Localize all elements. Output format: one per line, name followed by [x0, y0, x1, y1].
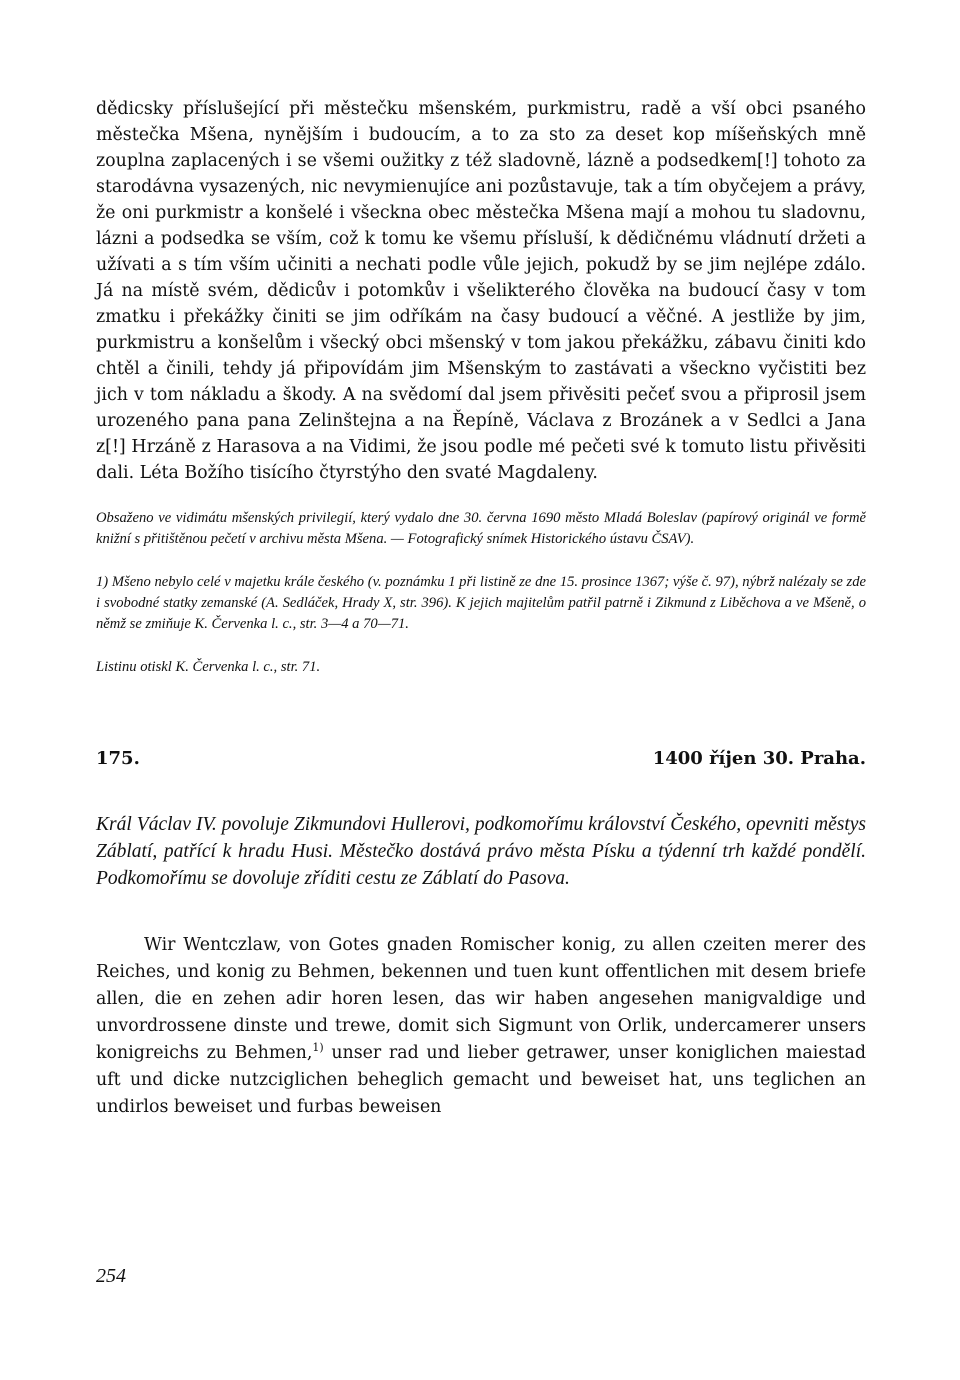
source-note: Obsaženo ve vidimátu mšenských privilegií, který vydalo dne 30. června 1690 město Mladá Boleslav (papírový originál ve formě knižní s přitištěnou pečetí v archivu města Mšena. — Fotografický snímek Historického ústavu ČSAV). [96, 510, 866, 547]
page-number: 254 [96, 1265, 126, 1287]
document-header [96, 748, 866, 769]
german-text-part1: Wir Wentczlaw, von Gotes gnaden Romischer konig, zu allen czeiten merer des Reiches, und konig zu Behmen, bekennen und tuen kunt offentlichen mit desem briefe allen, die en zehen adir horen lesen, das wir haben angesehen manigvaldige und unvordrossene dinste und trewe, domit sich Sigmunt von Orlik, undercamerer unsers konigreichs zu Behmen, [96, 935, 866, 1063]
main-paragraph: dědicsky příslušející při městečku mšenském, purkmistru, radě a vší obci psaného městečka Mšena, nynějším i budoucím, a to za sto za deset kop míšeňských mně zouplna zaplacených i se všemi oužitky z též sladovně, lázně a podsedkem[!] tohoto za starodávna vysazených, nic nevymienujíce ani pozůstavuje, tak a tím obyčejem a právy, že oni purkmistr a konšelé i všeckna obec městečka Mšena mají a mohou tu sladovnu, lázni a podsedka se vším, což k tomu ke všemu přísluší, k dědičnému vládnutí držeti a užívati a s tím vším učiniti a nechati podle vůle jejich, pokudž by se jim nejlépe zdálo. Já na místě svém, dědicův i potomkův i všelikterého člověka na budoucí časy v tom zmatku i překážky činiti se jim odříkám na časy budoucí a věčné. A jestliže by jim, purkmistru a konšelům i všecký obci mšenský v tom jakou překážku, zábavu činiti kdo chtěl a činili, tehdy já připovídám jim Mšenským to zastávati a všeckno vyčistiti bez jich v tom nákladu a škody. A na svědomí dal jsem přivěsiti pečeť svou a připrosil jsem urozeného pana pana Zelinštejna a na Řepíně, Václava z Brozánek a v Sedlci a Jana z[!] Hrzáně z Harasova a na Vidimi, že jsou podle mé pečeti své k tomuto listu přivěsiti dali. Léta Božího tisícího čtyrstýho den svaté Magdaleny. [96, 99, 866, 483]
document-date-place: 1400 říjen 30. Praha. [652, 748, 866, 769]
footnote-reference: 1) [312, 1041, 324, 1055]
german-text-part2: unser rad und lieber getrawer, unser koniglichen maiestad uft und dicke nutzciglichen beheglich gemacht und beweiset hat, uns teglichen an undirlos beweiset und furbas beweisen [96, 1043, 866, 1117]
regest: Král Václav IV. povoluje Zikmundovi Hullerovi, podkomořímu království Českého, opevniti městys Záblatí, patřící k hradu Husi. Městečko dostává právo města Písku a týdenní trh každé pondělí. Podkomořímu se dovoluje zříditi cestu ze Záblatí do Pasova. [96, 814, 866, 889]
document-number: 175. [96, 748, 140, 769]
footnote [96, 572, 866, 635]
reprint-note: Listinu otiskl K. Červenka l. c., str. 71. [96, 659, 321, 675]
footnote-marker: 1) [96, 574, 109, 590]
document-page [96, 96, 866, 1121]
footnote-text: Mšeno nebylo celé v majetku krále českého (v. poznámku 1 při listině ze dne 15. prosince 1367; výše č. 97), nýbrž nalézaly se zde i svobodné statky zemanské (A. Sedláček, Hrady X, str. 396). K jejich majitelům patřil patrně i Zikmund z Liběchova a ve Mšeně, o němž se zmiňuje K. Červenka l. c., str. 3—4 a 70—71. [96, 574, 866, 632]
german-text [96, 932, 866, 1121]
